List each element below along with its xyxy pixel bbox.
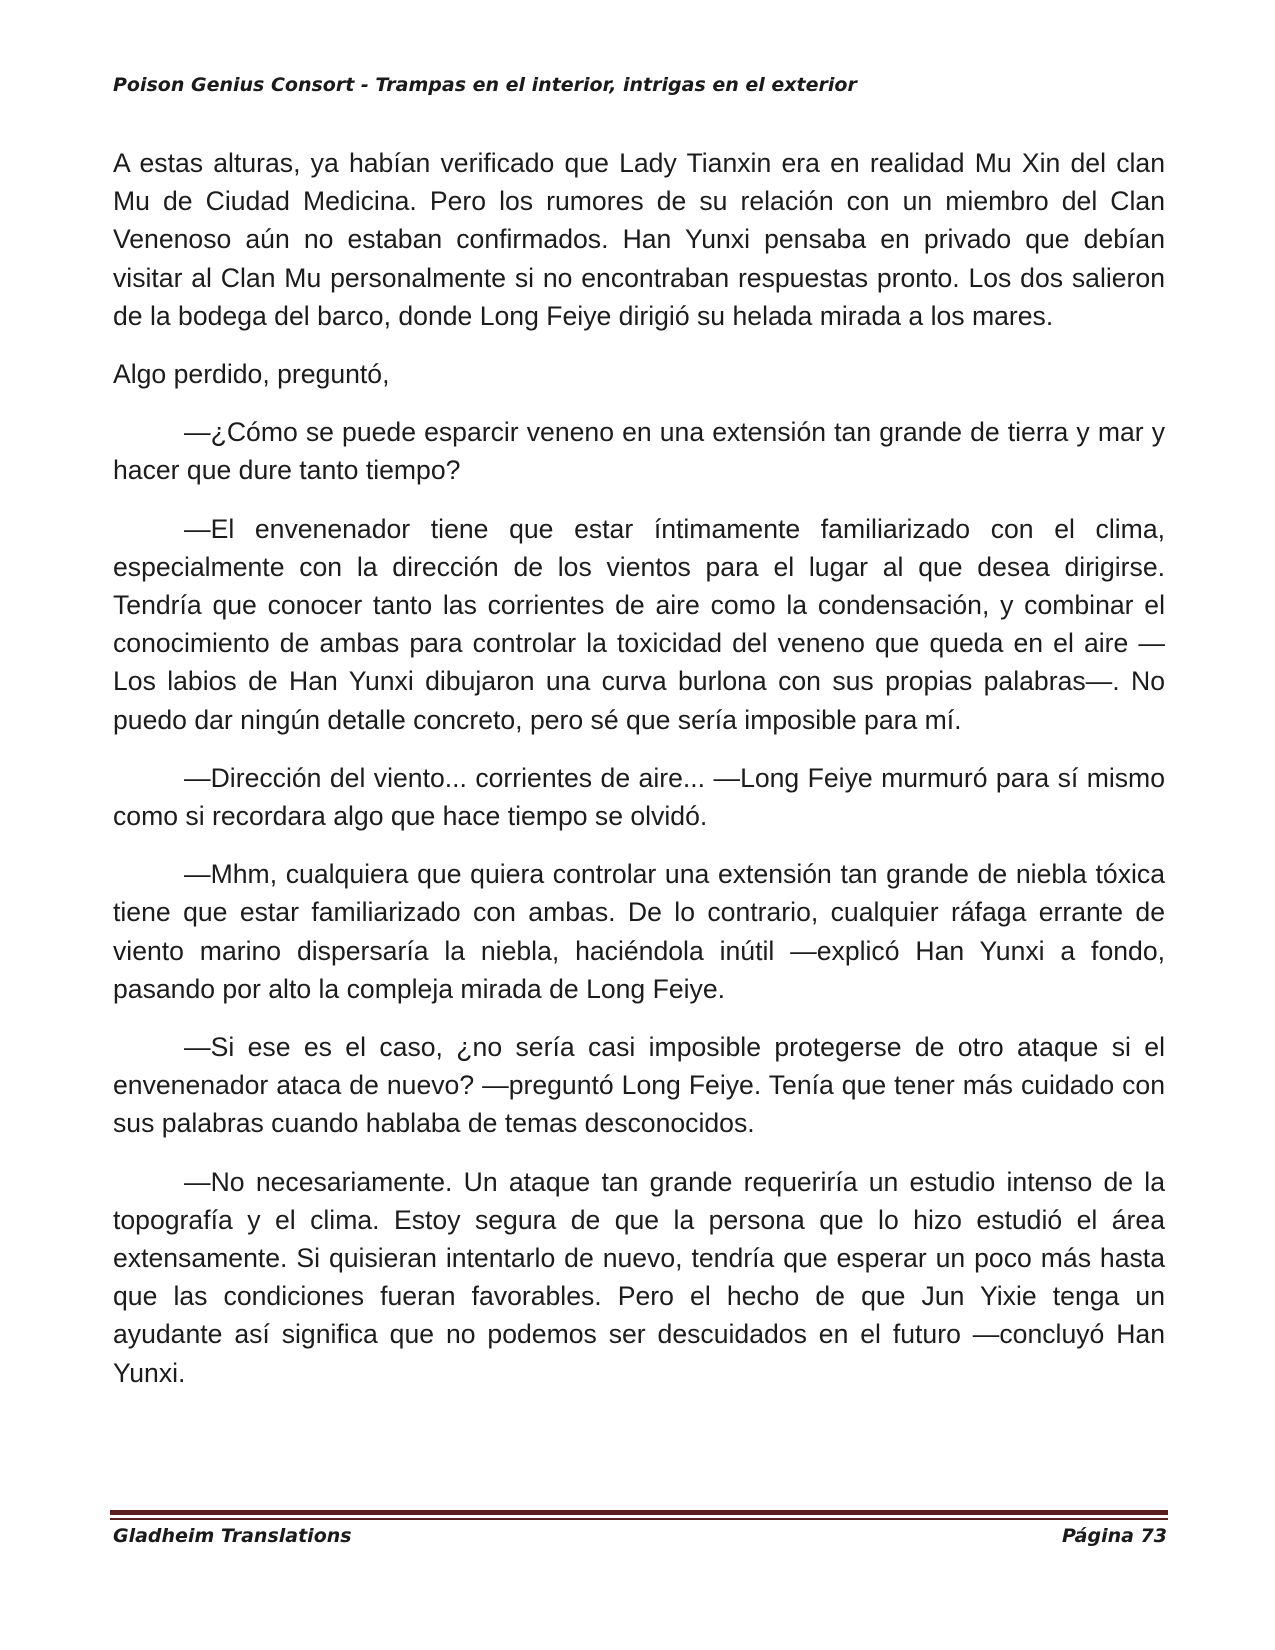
chapter-body [113, 144, 1165, 1412]
footer-translator-credit: Gladheim Translations [113, 1525, 352, 1547]
dialogue-paragraph: —Si ese es el caso, ¿no sería casi imposible protegerse de otro ataque si el envenenador ataca de nuevo? —preguntó Long Feiye. Tenía que tener más cuidado con sus palabras cuando hablaba de temas desconocidos. [113, 1032, 1165, 1139]
dialogue-paragraph: —No necesariamente. Un ataque tan grande requeriría un estudio intenso de la topografía y el clima. Estoy segura de que la persona que lo hizo estudió el área extensamente. Si quisieran intentarlo de nuevo, tendría que esperar un poco más hasta que las condiciones fueran favorables. Pero el hecho de que Jun Yixie tenga un ayudante así significa que no podemos ser descuidados en el futuro —concluyó Han Yunxi. [113, 1166, 1165, 1388]
footer-page-number: Página 73 [1061, 1525, 1167, 1547]
dialogue-paragraph: —¿Cómo se puede esparcir veneno en una extensión tan grande de tierra y mar y hacer que dure tanto tiempo? [113, 417, 1165, 486]
dialogue-paragraph: —Mhm, cualquiera que quiera controlar una extensión tan grande de niebla tóxica tiene que estar familiarizado con ambas. De lo contrario, cualquier ráfaga errante de viento marino dispersaría la niebla, haciéndola inútil —explicó Han Yunxi a fondo, pasando por alto la compleja mirada de Long Feiye. [113, 859, 1165, 1004]
footer-divider-thin-line [110, 1518, 1168, 1520]
paragraph: Algo perdido, preguntó, [113, 359, 390, 390]
paragraph: A estas alturas, ya habían verificado que Lady Tianxin era en realidad Mu Xin del clan Mu de Ciudad Medicina. Pero los rumores de su relación con un miembro del Clan Venenoso aún no estaban confirmados. Han Yunxi pensaba en privado que debían visitar al Clan Mu personalmente si no encontraban respuestas pronto. Los dos salieron de la bodega del barco, donde Long Feiye dirigió su helada mirada a los mares. [113, 148, 1165, 331]
footer-divider-thick-line [110, 1510, 1168, 1515]
running-header: Poison Genius Consort - Trampas en el interior, intrigas en el exterior [113, 74, 857, 96]
dialogue-paragraph: —Dirección del viento... corrientes de aire... —Long Feiye murmuró para sí mismo como si recordara algo que hace tiempo se olvidó. [113, 762, 1165, 832]
dialogue-paragraph: —El envenenador tiene que estar íntimamente familiarizado con el clima, especialmente con la dirección de los vientos para el lugar al que desea dirigirse. Tendría que conocer tanto las corrientes de aire como la condensación, y combinar el conocimiento de ambas para controlar la toxicidad del veneno que queda en el aire —Los labios de Han Yunxi dibujaron una curva burlona con sus propias palabras—. No puedo dar ningún detalle concreto, pero sé que sería imposible para mí. [113, 513, 1165, 735]
